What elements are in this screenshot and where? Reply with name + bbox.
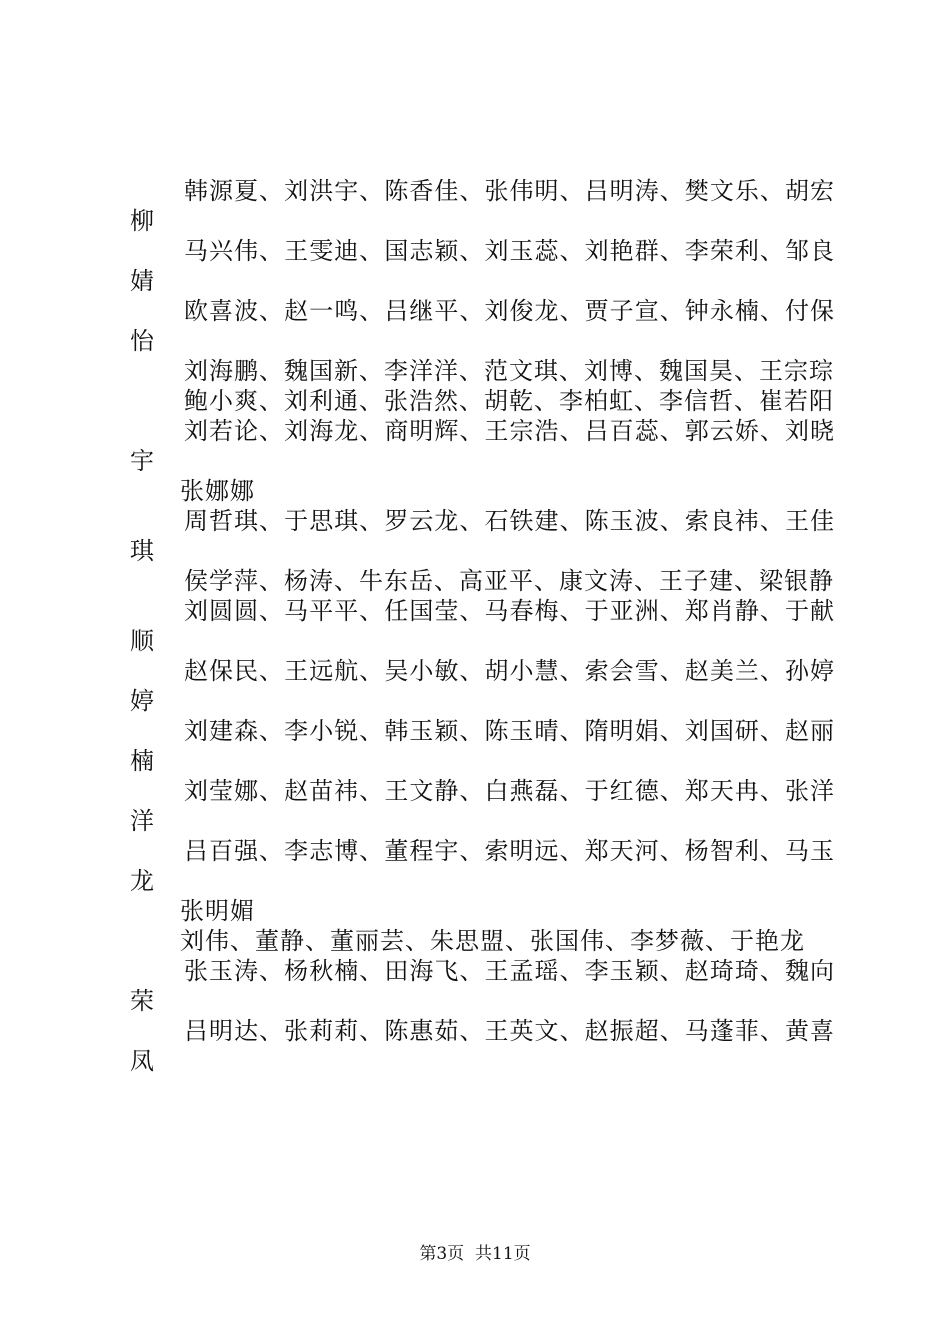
name-paragraph: 侯学萍、杨涛、牛东岳、高亚平、康文涛、王子建、梁银静 (184, 567, 834, 595)
name-paragraph: 欧喜波、赵一鸣、吕继平、刘俊龙、贾子宣、钟永楠、付保怡 (130, 297, 835, 355)
name-list (130, 176, 835, 1076)
name-paragraph: 刘圆圆、马平平、任国莹、马春梅、于亚洲、郑肖静、于献顺 (130, 597, 835, 655)
name-paragraph: 赵保民、王远航、吴小敏、胡小慧、索会雪、赵美兰、孙婷婷 (130, 657, 835, 715)
name-paragraph: 张明媚 (180, 897, 255, 925)
name-paragraph: 马兴伟、王雯迪、国志颖、刘玉蕊、刘艳群、李荣利、邹良婧 (130, 237, 835, 295)
name-paragraph: 周哲琪、于思琪、罗云龙、石铁建、陈玉波、索良祎、王佳琪 (130, 507, 835, 565)
name-paragraph: 韩源夏、刘洪宇、陈香佳、张伟明、吕明涛、樊文乐、胡宏柳 (130, 177, 835, 235)
name-paragraph: 张玉涛、杨秋楠、田海飞、王孟瑶、李玉颖、赵琦琦、魏向荣 (130, 957, 835, 1015)
name-paragraph: 吕明达、张莉莉、陈惠茹、王英文、赵振超、马蓬菲、黄喜凤 (130, 1017, 835, 1075)
name-paragraph: 鲍小爽、刘利通、张浩然、胡乾、李柏虹、李信哲、崔若阳 (184, 387, 834, 415)
name-paragraph: 吕百强、李志博、董程宇、索明远、郑天河、杨智利、马玉龙 (130, 837, 835, 895)
name-paragraph: 张娜娜 (180, 477, 255, 505)
name-paragraph: 刘伟、董静、董丽芸、朱思盟、张国伟、李梦薇、于艳龙 (180, 927, 805, 955)
name-paragraph: 刘若论、刘海龙、商明辉、王宗浩、吕百蕊、郭云娇、刘晓宇 (130, 417, 835, 475)
name-paragraph: 刘建森、李小锐、韩玉颖、陈玉晴、隋明娟、刘国研、赵丽楠 (130, 717, 835, 775)
page-number: 第3页 (419, 1244, 465, 1264)
name-paragraph: 刘莹娜、赵苗祎、王文静、白燕磊、于红德、郑天冉、张洋洋 (130, 777, 835, 835)
name-paragraph: 刘海鹏、魏国新、李洋洋、范文琪、刘博、魏国昊、王宗琮 (184, 357, 834, 385)
page-total: 共11页 (475, 1244, 531, 1264)
page-footer (0, 1243, 950, 1265)
